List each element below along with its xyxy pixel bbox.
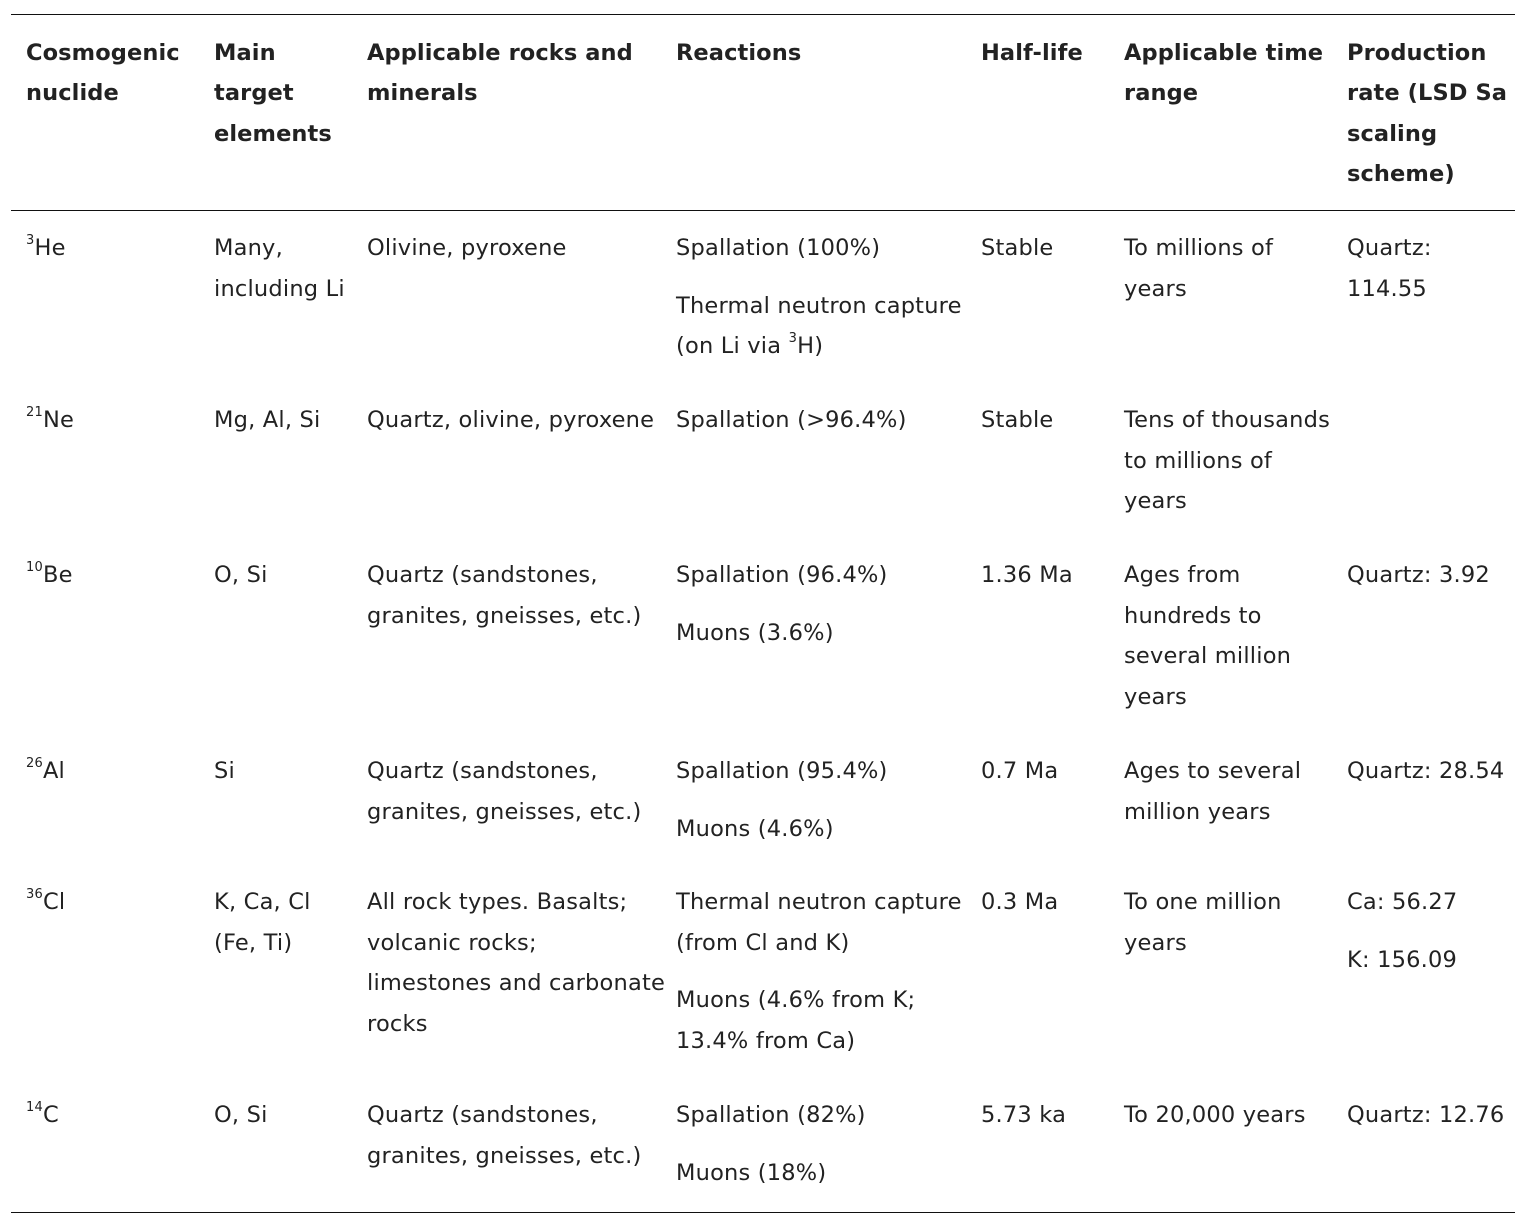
element-symbol: He bbox=[34, 235, 66, 261]
row-ne21-rocks: Quartz, olivine, pyroxene bbox=[367, 407, 655, 433]
row-al26-production bbox=[1347, 751, 1512, 792]
row-al26-nuclide bbox=[26, 751, 201, 792]
row-he3-rocks: Olivine, pyroxene bbox=[367, 235, 567, 261]
row-c14-reactions bbox=[676, 1095, 971, 1193]
reaction-item: Spallation (>96.4%) bbox=[676, 407, 907, 433]
row-c14-time-range: To 20,000 years bbox=[1124, 1102, 1306, 1128]
row-he3-targets: Many, including Li bbox=[214, 235, 345, 302]
row-c14-rocks: Quartz (sandstones, granites, gneisses, etc.) bbox=[367, 1102, 642, 1169]
row-he3-time-range: To millions of years bbox=[1124, 235, 1274, 302]
row-cl36-targets: K, Ca, Cl (Fe, Ti) bbox=[214, 889, 311, 956]
reaction-item: Spallation (82%) bbox=[676, 1102, 866, 1128]
row-he3-production bbox=[1347, 228, 1512, 309]
reaction-item: Spallation (96.4%) bbox=[676, 562, 888, 588]
row-ne21-targets: Mg, Al, Si bbox=[214, 407, 321, 433]
row-ne21-time-range: Tens of thousands to millions of years bbox=[1124, 407, 1331, 514]
header-time-range: Applicable time range bbox=[1124, 40, 1324, 107]
production-item: Quartz: 28.54 bbox=[1347, 758, 1505, 784]
row-be10-time-range: Ages from hundreds to several million years bbox=[1124, 562, 1292, 710]
table-top-rule bbox=[11, 14, 1515, 15]
mass-number: 36 bbox=[26, 886, 43, 902]
table-bottom-rule bbox=[11, 1212, 1515, 1213]
row-al26-rocks: Quartz (sandstones, granites, gneisses, etc.) bbox=[367, 758, 642, 825]
mass-number: 21 bbox=[26, 404, 43, 420]
header-targets: Main target elements bbox=[214, 40, 332, 147]
production-item: K: 156.09 bbox=[1347, 946, 1458, 973]
row-c14-production bbox=[1347, 1095, 1512, 1136]
row-al26-targets: Si bbox=[214, 758, 235, 784]
row-he3-nuclide bbox=[26, 228, 201, 269]
row-he3-half-life: Stable bbox=[981, 235, 1054, 261]
element-symbol: Al bbox=[42, 758, 65, 784]
reaction-item: Muons (18%) bbox=[676, 1159, 827, 1186]
row-ne21-half-life: Stable bbox=[981, 407, 1054, 433]
row-c14-nuclide bbox=[26, 1095, 201, 1136]
header-half-life: Half-life bbox=[981, 40, 1083, 66]
row-cl36-production bbox=[1347, 882, 1512, 980]
row-cl36-half-life: 0.3 Ma bbox=[981, 889, 1059, 915]
production-item: Quartz: 3.92 bbox=[1347, 562, 1490, 588]
reaction-item: Muons (3.6%) bbox=[676, 619, 834, 646]
row-al26-reactions bbox=[676, 751, 971, 849]
row-be10-rocks: Quartz (sandstones, granites, gneisses, etc.) bbox=[367, 562, 642, 629]
header-production-rate: Production rate (LSD Sa scaling scheme) bbox=[1347, 40, 1508, 187]
header-bottom-rule bbox=[11, 210, 1515, 211]
header-nuclide: Cosmogenic nuclide bbox=[26, 40, 180, 107]
production-item: Quartz: 114.55 bbox=[1347, 235, 1432, 302]
header-reactions: Reactions bbox=[676, 40, 802, 66]
row-be10-reactions bbox=[676, 555, 971, 653]
row-be10-half-life: 1.36 Ma bbox=[981, 562, 1073, 588]
production-item: Ca: 56.27 bbox=[1347, 889, 1458, 915]
row-cl36-reactions bbox=[676, 882, 971, 1061]
row-ne21-nuclide bbox=[26, 400, 201, 441]
row-ne21-reactions bbox=[676, 400, 971, 441]
row-be10-targets: O, Si bbox=[214, 562, 268, 588]
reaction-item: Thermal neutron capture (on Li via $^3$H) bbox=[676, 292, 962, 359]
element-symbol: C bbox=[42, 1102, 59, 1128]
row-cl36-nuclide bbox=[26, 882, 201, 923]
row-c14-half-life: 5.73 ka bbox=[981, 1102, 1067, 1128]
element-symbol: Ne bbox=[42, 407, 75, 433]
header-rocks: Applicable rocks and minerals bbox=[367, 40, 633, 107]
row-al26-half-life: 0.7 Ma bbox=[981, 758, 1059, 784]
nuclide-table bbox=[11, 14, 1515, 1214]
mass-number: 14 bbox=[26, 1099, 43, 1115]
mass-number: 3 bbox=[26, 232, 35, 248]
reaction-item: Spallation (95.4%) bbox=[676, 758, 888, 784]
production-item: Quartz: 12.76 bbox=[1347, 1102, 1505, 1128]
reaction-item: Spallation (100%) bbox=[676, 235, 881, 261]
reaction-item: Thermal neutron capture (from Cl and K) bbox=[676, 889, 962, 956]
row-be10-production bbox=[1347, 555, 1512, 596]
element-symbol: Be bbox=[42, 562, 73, 588]
row-cl36-time-range: To one million years bbox=[1124, 889, 1282, 956]
mass-number: 26 bbox=[26, 755, 43, 771]
row-c14-targets: O, Si bbox=[214, 1102, 268, 1128]
row-cl36-rocks: All rock types. Basalts; volcanic rocks; limestones and carbonate rocks bbox=[367, 889, 666, 1037]
reaction-item: Muons (4.6% from K; 13.4% from Ca) bbox=[676, 987, 916, 1054]
mass-number: 3 bbox=[788, 330, 798, 346]
element-symbol: Cl bbox=[42, 889, 66, 915]
row-be10-nuclide bbox=[26, 555, 201, 596]
row-he3-reactions bbox=[676, 228, 971, 367]
reaction-item: Muons (4.6%) bbox=[676, 815, 834, 842]
mass-number: 10 bbox=[26, 559, 43, 575]
row-al26-time-range: Ages to several million years bbox=[1124, 758, 1302, 825]
